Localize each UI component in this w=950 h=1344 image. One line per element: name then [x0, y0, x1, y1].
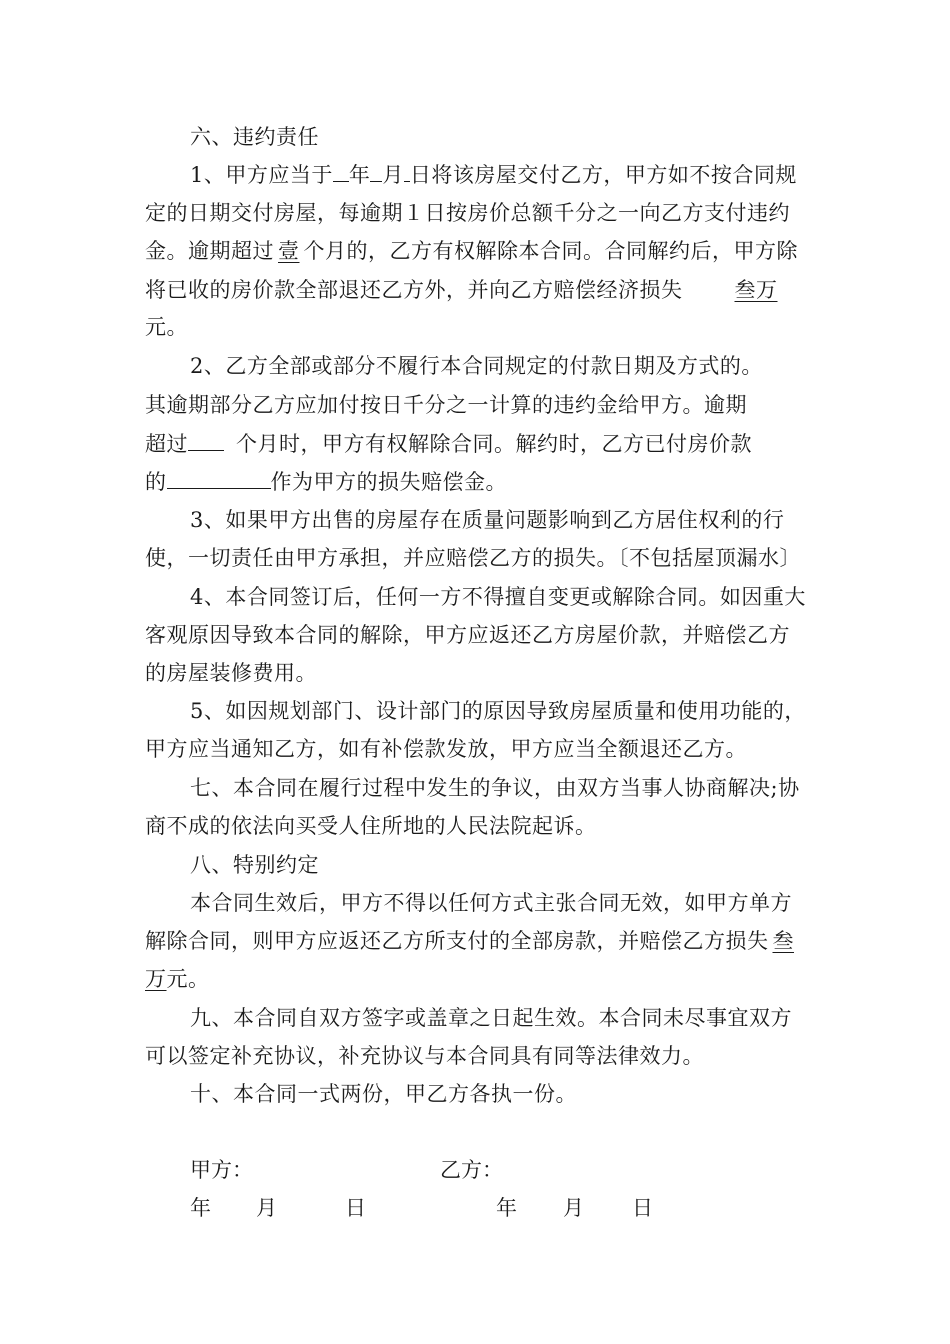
clause-6-1-line-3: 金。逾期超过 壹 个月的，乙方有权解除本合同。合同解约后，甲方除 — [145, 239, 798, 263]
clause-6-5-line-2: 甲方应当通知乙方，如有补偿款发放，甲方应当全额退还乙方。 — [145, 737, 747, 761]
clause-6-1-line-5: 元。 — [145, 315, 188, 339]
party-a-year: 年 — [190, 1196, 211, 1220]
party-b-day: 日 — [632, 1196, 653, 1220]
blank-portion — [167, 462, 271, 489]
clause-6-1-line-2: 定的日期交付房屋，每逾期１日按房价总额千分之一向乙方支付违约 — [145, 201, 790, 225]
section-9-line-1: 九、本合同自双方签字或盖章之日起生效。本合同未尽事宜双方 — [190, 1006, 792, 1030]
section-8-line-3: 万元。 — [145, 967, 210, 991]
blank-month — [370, 155, 382, 182]
party-b-month: 月 — [563, 1196, 584, 1220]
section-10-line-1: 十、本合同一式两份，甲乙方各执一份。 — [190, 1082, 577, 1106]
special-compensation-filled: 叁 — [772, 929, 794, 953]
party-a-day: 日 — [345, 1196, 366, 1220]
section-8-line-2: 解除合同，则甲方应返还乙方所支付的全部房款，并赔偿乙方损失 叁 — [145, 929, 794, 953]
section-8-title: 八、特别约定 — [190, 853, 319, 877]
clause-6-3-line-1: 3、如果甲方出售的房屋存在质量问题影响到乙方居住权利的行 — [190, 508, 785, 532]
compensation-filled: 叁万 — [734, 278, 778, 302]
section-6-title: 六、违约责任 — [190, 125, 319, 149]
clause-6-2-line-4: 的 作为甲方的损失赔偿金。 — [145, 462, 507, 502]
party-a-month: 月 — [256, 1196, 277, 1220]
clause-6-1-line-1: 1、甲方应当于 年 月 日将该房屋交付乙方，甲方如不按合同规 — [190, 155, 797, 195]
clause-6-1-line-4: 将已收的房价款全部退还乙方外，并向乙方赔偿经济损失 叁万 — [145, 278, 778, 302]
party-b-label: 乙方： — [440, 1158, 503, 1182]
clause-6-2-line-3: 超过 个月时，甲方有权解除合同。解约时，乙方已付房价款 — [145, 424, 752, 464]
clause-6-4-line-1: 4、本合同签订后，任何一方不得擅自变更或解除合同。如因重大 — [190, 585, 806, 609]
clause-6-4-line-2: 客观原因导致本合同的解除，甲方应返还乙方房屋价款，并赔偿乙方 — [145, 623, 790, 647]
months-filled: 壹 — [278, 239, 300, 263]
section-7-line-2: 商不成的依法向买受人住所地的人民法院起诉。 — [145, 814, 597, 838]
section-9-line-2: 可以签定补充协议，补充协议与本合同具有同等法律效力。 — [145, 1044, 704, 1068]
clause-6-2-line-1: 2、乙方全部或部分不履行本合同规定的付款日期及方式的。 — [190, 354, 763, 378]
party-b-year: 年 — [496, 1196, 517, 1220]
blank-months — [188, 424, 224, 451]
blank-year — [333, 155, 349, 182]
clause-6-2-line-2: 其逾期部分乙方应加付按日千分之一计算的违约金给甲方。逾期 — [145, 393, 747, 417]
clause-6-4-line-3: 的房屋装修费用。 — [145, 661, 317, 685]
party-a-label: 甲方： — [190, 1158, 253, 1182]
section-7-line-1: 七、本合同在履行过程中发生的争议，由双方当事人协商解决;协 — [190, 776, 800, 800]
clause-6-5-line-1: 5、如因规划部门、设计部门的原因导致房屋质量和使用功能的， — [190, 699, 806, 723]
clause-6-3-line-2: 使，一切责任由甲方承担，并应赔偿乙方的损失。〔不包括屋顶漏水〕 — [145, 546, 801, 570]
section-8-line-1: 本合同生效后，甲方不得以任何方式主张合同无效，如甲方单方 — [190, 891, 792, 915]
